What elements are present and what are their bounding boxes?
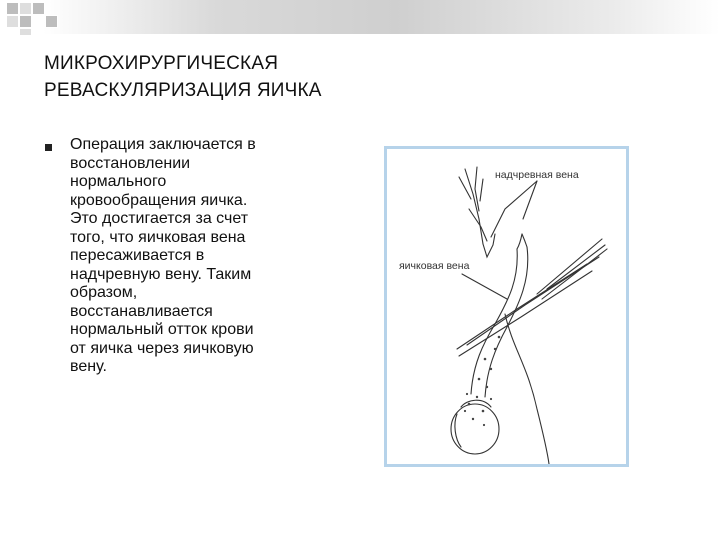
vein-connection [522,234,527,247]
text-line: восстановлении [70,154,191,172]
band-square [45,15,58,28]
slide-title [44,50,644,104]
band-square [6,2,19,15]
text-line: Операция заключается в [70,136,256,153]
anatomy-figure [384,146,629,467]
vein-connection [517,234,522,249]
text-line: нормальный отток крови [70,321,254,338]
pointer-line [491,181,537,237]
top-decorative-band [0,0,720,34]
epigastric-vein-branch [459,177,471,199]
text-line: образом, [70,284,138,301]
text-line: того, что яичковая вена [70,228,246,246]
text-line: восстанавливается [70,302,213,320]
title-line: МИКРОХИРУРГИЧЕСКАЯ [44,53,279,74]
testis-outline [451,404,499,454]
bullet-text [70,136,320,377]
text-line: кровообращения яичка. [70,191,248,209]
spermatic-cord-line [542,249,607,299]
band-square [19,2,32,15]
text-line: вену. [70,358,107,375]
anatomy-drawing [387,149,626,464]
pointer-line [462,274,507,299]
band-square [6,15,19,28]
band-square [32,2,45,15]
epigastric-vein-branch [480,179,483,201]
text-line: пересаживается в [70,247,205,264]
text-line: надчревную вену. Таким [70,265,252,283]
label-testicular-vein: яичковая вена [399,260,470,272]
epididymis-line [455,414,461,447]
epigastric-vein-branch [465,169,483,244]
label-epigastric-vein: надчревная вена [495,169,579,181]
text-line: Это достигается за счет [70,210,249,227]
text-line: от яичка через яичковую [70,339,254,357]
text-line: нормального [70,173,167,190]
bullet-square-icon [45,144,52,151]
title-line: РЕВАСКУЛЯРИЗАЦИЯ ЯИЧКА [44,80,322,101]
testicular-vein-line [485,247,528,397]
band-square [19,28,32,36]
vas-deferens-line [505,314,549,464]
band-square [19,15,32,28]
spermatic-cord-line [547,245,605,289]
epigastric-vein-loop [483,234,495,257]
